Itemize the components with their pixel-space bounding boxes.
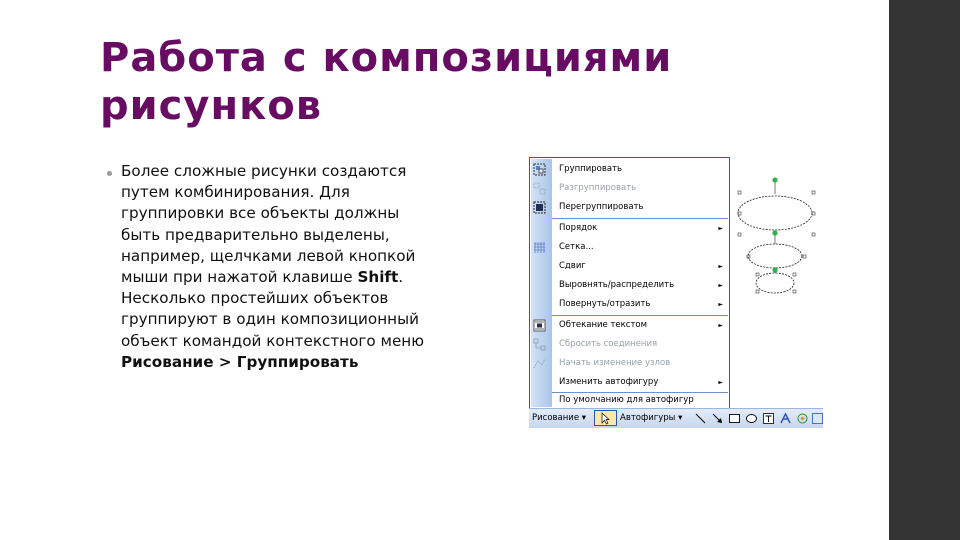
selection-handles <box>738 191 815 293</box>
submenu-arrow-icon: ► <box>718 282 723 289</box>
diagram-icon[interactable] <box>796 412 809 425</box>
menu-item-align-distribute[interactable]: Выровнять/распределить ► <box>552 276 728 295</box>
rotation-handle <box>772 177 777 182</box>
grid-icon <box>533 241 546 254</box>
menu-item-autoshape-defaults[interactable]: По умолчанию для автофигур <box>559 395 694 405</box>
slide-side-bar <box>889 0 960 540</box>
submenu-arrow-icon: ► <box>718 301 723 308</box>
menu-item-group[interactable]: Группировать <box>552 160 728 179</box>
slide-body-text <box>121 161 441 373</box>
clipart-icon[interactable] <box>811 412 823 425</box>
menu-item-regroup[interactable]: Перегруппировать <box>552 198 728 217</box>
menu-item-edit-points[interactable]: Начать изменение узлов <box>552 354 728 373</box>
rotation-handle <box>772 230 777 235</box>
autoshapes-menu-button[interactable]: Автофигуры ▾ <box>620 413 683 423</box>
oval-icon[interactable] <box>745 412 758 425</box>
grouped-shapes-preview <box>737 173 821 303</box>
body-text-part-2: . Несколько простейших объектов группируют в один композиционный объект командой контекстного меню <box>121 268 425 350</box>
submenu-arrow-icon: ► <box>718 263 723 270</box>
slide-title: Работа с композициями рисунков <box>100 35 673 129</box>
textbox-icon[interactable] <box>762 412 775 425</box>
menu-item-reset-connections[interactable]: Сбросить соединения <box>552 335 728 354</box>
select-arrow-icon[interactable] <box>599 412 612 425</box>
menu-item-text-wrapping[interactable]: Обтекание текстом ► <box>552 316 728 335</box>
submenu-arrow-icon: ► <box>718 225 723 232</box>
line-icon[interactable] <box>694 412 707 425</box>
menu-item-ungroup[interactable]: Разгруппировать <box>552 179 728 198</box>
menu-item-nudge[interactable]: Сдвиг ► <box>552 257 728 276</box>
bottom-oval-shape <box>756 273 794 293</box>
bullet-marker <box>107 171 112 176</box>
middle-oval-shape <box>748 244 802 268</box>
context-menu <box>529 157 730 409</box>
ungroup-icon <box>533 182 546 195</box>
body-bold-shift: Shift <box>357 268 399 287</box>
drawing-toolbar <box>529 408 823 428</box>
rectangle-icon[interactable] <box>728 412 741 425</box>
text-wrapping-icon <box>533 319 546 332</box>
submenu-arrow-icon: ► <box>718 379 723 386</box>
connector-icon <box>533 338 546 351</box>
body-bold-command: Рисование > Группировать <box>121 352 359 371</box>
menu-item-change-autoshape[interactable]: Изменить автофигуру ► <box>552 373 728 392</box>
wordart-icon[interactable] <box>779 412 792 425</box>
edit-points-icon <box>533 357 546 370</box>
regroup-icon <box>533 201 546 214</box>
top-oval-shape <box>738 196 812 230</box>
word-screenshot <box>529 155 823 430</box>
submenu-arrow-icon: ► <box>718 322 723 329</box>
arrow-icon[interactable] <box>711 412 724 425</box>
drawing-menu-button[interactable]: Рисование ▾ <box>532 413 587 423</box>
menu-item-rotate-flip[interactable]: Повернуть/отразить ► <box>552 295 728 314</box>
group-icon <box>533 163 546 176</box>
rotation-handle <box>772 267 777 272</box>
body-text-part-1: Более сложные рисунки создаются путем комбинирования. Для группировки все объекты должны быть предварительно выделены, например, щелчками левой кнопкой мыши при нажатой клавише <box>121 162 416 287</box>
menu-item-order[interactable]: Порядок ► <box>552 219 728 238</box>
menu-item-grid[interactable]: Сетка... <box>552 238 728 257</box>
